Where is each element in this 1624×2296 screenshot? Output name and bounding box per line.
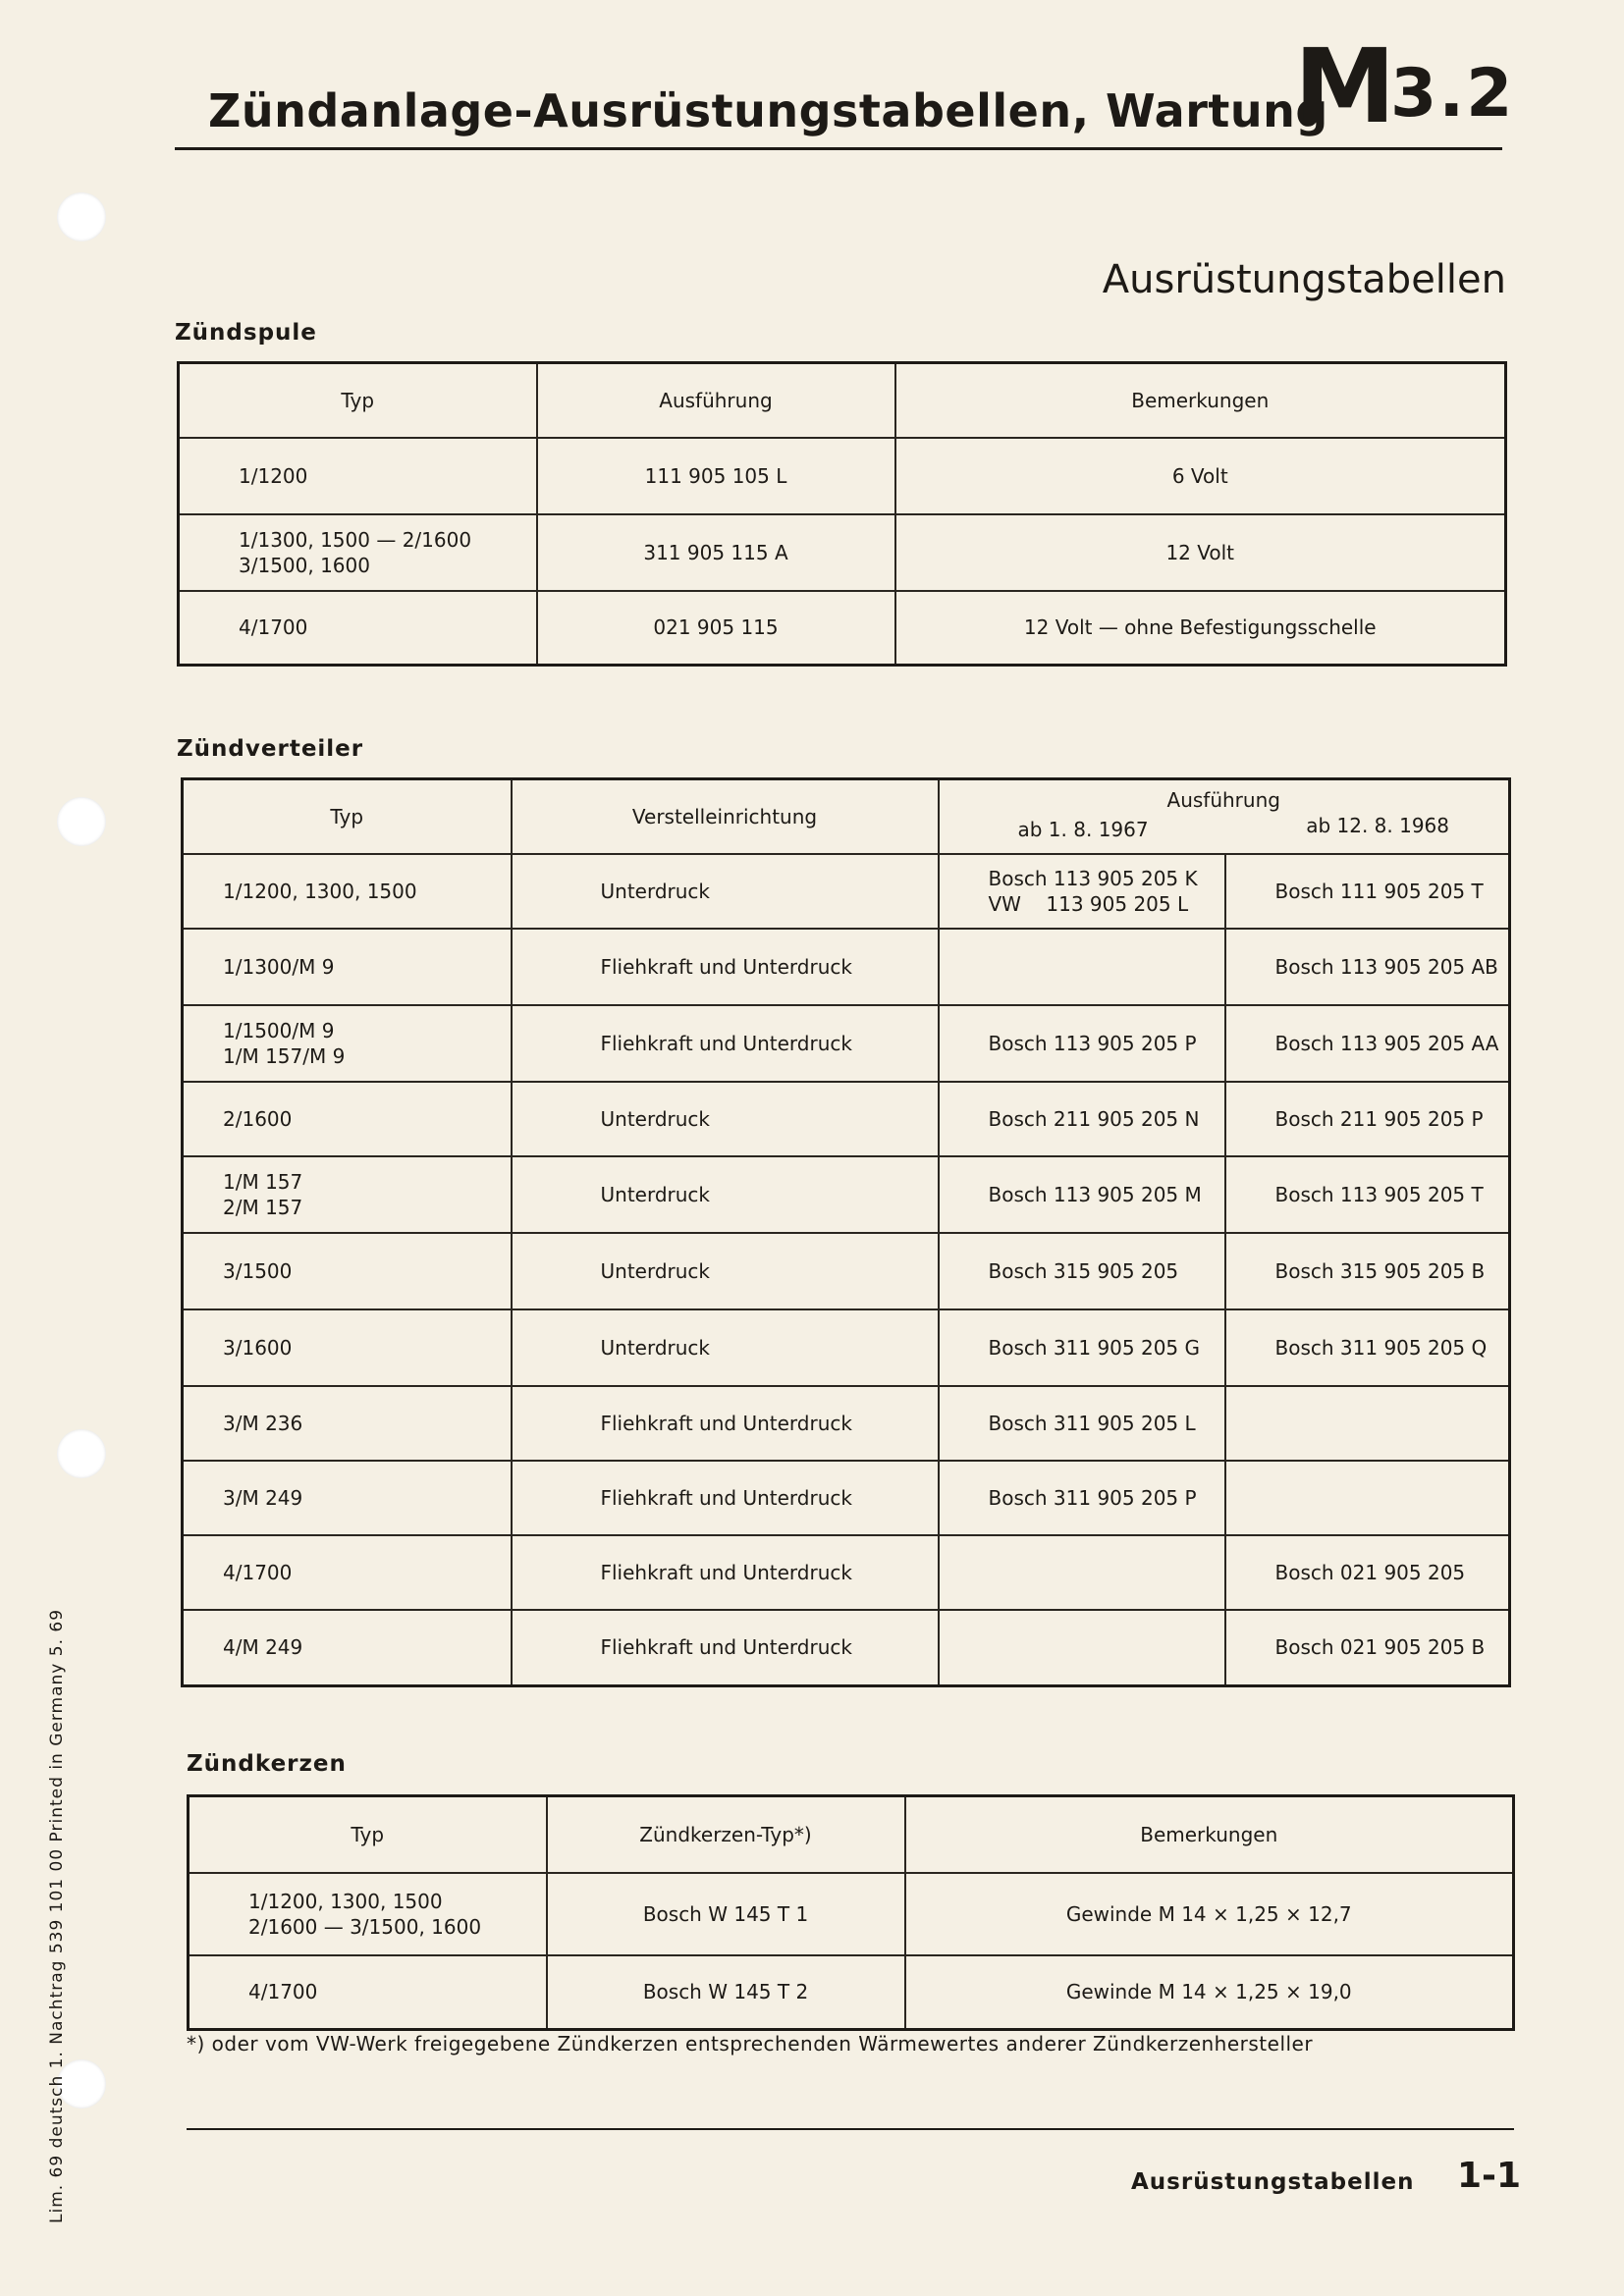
verstelleinrichtung-cell: Fliehkraft und Unterdruck xyxy=(512,1461,939,1535)
table-row xyxy=(183,1535,1510,1610)
column-header: Bemerkungen xyxy=(895,363,1506,438)
zuendverteiler-body xyxy=(183,854,1510,1686)
ausfuehrung-1967-cell xyxy=(939,1309,1225,1386)
ausfuehrung-cell: 111 905 105 L xyxy=(537,438,895,514)
ausfuehrung-1968-cell: Bosch 111 905 205 T xyxy=(1225,854,1510,929)
typ-cell xyxy=(183,929,512,1005)
table-row xyxy=(183,1610,1510,1686)
verstelleinrichtung-cell: Unterdruck xyxy=(512,1233,939,1309)
table-row xyxy=(183,1386,1510,1461)
part-number: Bosch 211 905 205 N xyxy=(988,1106,1200,1131)
chapter-code-letter: M xyxy=(1294,27,1396,146)
part-number: Bosch 311 905 205 G xyxy=(988,1335,1200,1360)
typ-line: 4/1700 xyxy=(223,1560,293,1584)
ausfuehrung-1967-cell xyxy=(939,1005,1225,1082)
typ-line: 3/1500 xyxy=(223,1258,293,1283)
zuendverteiler-heading: Zündverteiler xyxy=(177,736,364,762)
footer-rule xyxy=(187,2128,1514,2130)
typ-line: 1/1500/M 9 xyxy=(223,1018,335,1042)
typ-line: 1/1200, 1300, 1500 xyxy=(248,1889,443,1913)
ausfuehrung-1967-cell xyxy=(939,1386,1225,1461)
typ-cell xyxy=(183,1233,512,1309)
typ-cell xyxy=(183,854,512,929)
zuendkerzen-heading: Zündkerzen xyxy=(187,1751,347,1777)
typ-cell xyxy=(179,514,537,591)
part-number: Bosch 113 905 205 K xyxy=(988,866,1198,890)
bemerkungen-cell: Gewinde M 14 × 1,25 × 12,7 xyxy=(905,1873,1514,1955)
column-header: Ausführung xyxy=(537,363,895,438)
column-header: Typ xyxy=(183,779,512,854)
kerzen-typ-cell: Bosch W 145 T 2 xyxy=(547,1955,905,2030)
table-row xyxy=(179,438,1506,514)
bemerkungen-cell: 12 Volt — ohne Befestigungsschelle xyxy=(895,591,1506,666)
ausfuehrung-1968-cell: Bosch 113 905 205 AB xyxy=(1225,929,1510,1005)
typ-line: 2/1600 — 3/1500, 1600 xyxy=(248,1914,482,1939)
binder-hole xyxy=(57,192,106,241)
typ-line: 1/1200, 1300, 1500 xyxy=(223,879,417,903)
typ-cell xyxy=(183,1005,512,1082)
ausfuehrung-1968-cell: Bosch 211 905 205 P xyxy=(1225,1082,1510,1156)
typ-cell xyxy=(189,1955,547,2030)
ausfuehrung-cell: 021 905 115 xyxy=(537,591,895,666)
kerzen-typ-cell: Bosch W 145 T 1 xyxy=(547,1873,905,1955)
verstelleinrichtung-cell: Fliehkraft und Unterdruck xyxy=(512,1005,939,1082)
ausfuehrung-1967-cell xyxy=(939,1233,1225,1309)
ausfuehrung-1968-cell: Bosch 113 905 205 T xyxy=(1225,1156,1510,1233)
typ-line: 2/M 157 xyxy=(223,1195,303,1219)
typ-line: 1/M 157/M 9 xyxy=(223,1043,346,1068)
table-row xyxy=(183,854,1510,929)
ausfuehrung-header xyxy=(939,779,1510,854)
zuendverteiler-table xyxy=(181,777,1511,1687)
ausfuehrung-1967-cell xyxy=(939,854,1225,929)
part-number: Bosch 315 905 205 xyxy=(988,1258,1179,1283)
section-title: Ausrüstungstabellen xyxy=(1102,257,1506,302)
print-info: Lim. 69 deutsch 1. Nachtrag 539 101 00 Printed in Germany 5. 69 xyxy=(47,1608,67,2223)
ausfuehrung-1968-cell: Bosch 113 905 205 AA xyxy=(1225,1005,1510,1082)
zuendspule-table xyxy=(177,361,1507,667)
ausfuehrung-1968-cell: Bosch 315 905 205 B xyxy=(1225,1233,1510,1309)
page-number: 1-1 xyxy=(1457,2156,1522,2196)
typ-line: 3/M 236 xyxy=(223,1411,303,1435)
table-row xyxy=(183,1233,1510,1309)
ausfuehrung-1967-cell xyxy=(939,1535,1225,1610)
ausfuehrung-1968-cell xyxy=(1225,1461,1510,1535)
ausfuehrung-1967-cell xyxy=(939,1156,1225,1233)
typ-cell xyxy=(183,1309,512,1386)
bemerkungen-cell: Gewinde M 14 × 1,25 × 19,0 xyxy=(905,1955,1514,2030)
typ-cell xyxy=(183,1535,512,1610)
table-header-row xyxy=(189,1796,1514,1873)
typ-cell xyxy=(179,591,537,666)
typ-cell xyxy=(183,1610,512,1686)
ausfuehrung-1968-cell xyxy=(1225,1386,1510,1461)
ausfuehrung-1967-cell xyxy=(939,929,1225,1005)
verstelleinrichtung-cell: Fliehkraft und Unterdruck xyxy=(512,1535,939,1610)
verstelleinrichtung-cell: Fliehkraft und Unterdruck xyxy=(512,1610,939,1686)
typ-line: 1/1300/M 9 xyxy=(223,954,335,979)
table-row xyxy=(183,929,1510,1005)
ausfuehrung-1968-cell: Bosch 021 905 205 xyxy=(1225,1535,1510,1610)
table-header-row xyxy=(183,779,1510,854)
typ-line: 4/M 249 xyxy=(223,1635,303,1660)
ausfuehrung-1967-cell xyxy=(939,1461,1225,1535)
ausfuehrung-1967-cell xyxy=(939,1610,1225,1686)
typ-cell xyxy=(183,1461,512,1535)
typ-line: 3/M 249 xyxy=(223,1485,303,1510)
bemerkungen-cell: 6 Volt xyxy=(895,438,1506,514)
verstelleinrichtung-cell: Fliehkraft und Unterdruck xyxy=(512,1386,939,1461)
typ-cell xyxy=(183,1386,512,1461)
table-row xyxy=(179,514,1506,591)
column-subheader: ab 12. 8. 1968 xyxy=(1306,813,1449,837)
verstelleinrichtung-cell: Unterdruck xyxy=(512,1156,939,1233)
chapter-code-number: 3.2 xyxy=(1390,55,1515,133)
typ-cell xyxy=(183,1082,512,1156)
typ-line: 2/1600 xyxy=(223,1106,293,1131)
table-row xyxy=(183,1082,1510,1156)
typ-cell xyxy=(189,1873,547,1955)
column-subheader: ab 1. 8. 1967 xyxy=(1017,817,1149,841)
part-number: Bosch 113 905 205 M xyxy=(988,1182,1202,1206)
column-header: Bemerkungen xyxy=(905,1796,1514,1873)
column-header: Verstelleinrichtung xyxy=(512,779,939,854)
zuendspule-heading: Zündspule xyxy=(175,320,317,346)
verstelleinrichtung-cell: Fliehkraft und Unterdruck xyxy=(512,929,939,1005)
bemerkungen-cell: 12 Volt xyxy=(895,514,1506,591)
ausfuehrung-1968-cell: Bosch 021 905 205 B xyxy=(1225,1610,1510,1686)
column-header: Typ xyxy=(189,1796,547,1873)
verstelleinrichtung-cell: Unterdruck xyxy=(512,1082,939,1156)
typ-line: 3/1500, 1600 xyxy=(239,553,370,577)
typ-line: 1/1200 xyxy=(239,463,308,488)
column-header: Ausführung xyxy=(1166,787,1280,812)
ausfuehrung-cell: 311 905 115 A xyxy=(537,514,895,591)
part-number: VW 113 905 205 L xyxy=(988,891,1189,916)
table-row xyxy=(189,1955,1514,2030)
footer-label: Ausrüstungstabellen xyxy=(1131,2169,1415,2195)
table-row xyxy=(183,1156,1510,1233)
typ-cell xyxy=(183,1156,512,1233)
binder-hole xyxy=(57,797,106,846)
ausfuehrung-1967-cell xyxy=(939,1082,1225,1156)
typ-cell xyxy=(179,438,537,514)
table-header-row xyxy=(179,363,1506,438)
column-header: Typ xyxy=(179,363,537,438)
binder-hole xyxy=(57,1429,106,1478)
header-rule xyxy=(175,147,1502,150)
typ-line: 1/M 157 xyxy=(223,1169,303,1194)
table-row xyxy=(183,1461,1510,1535)
verstelleinrichtung-cell: Unterdruck xyxy=(512,854,939,929)
table-row xyxy=(189,1873,1514,1955)
verstelleinrichtung-cell: Unterdruck xyxy=(512,1309,939,1386)
part-number: Bosch 311 905 205 P xyxy=(988,1485,1197,1510)
typ-line: 4/1700 xyxy=(239,615,308,640)
typ-line: 3/1600 xyxy=(223,1335,293,1360)
typ-line: 4/1700 xyxy=(248,1980,318,2004)
part-number: Bosch 113 905 205 P xyxy=(988,1031,1197,1055)
table-row xyxy=(183,1005,1510,1082)
zuendkerzen-table xyxy=(187,1794,1515,2031)
ausfuehrung-1968-cell: Bosch 311 905 205 Q xyxy=(1225,1309,1510,1386)
part-number: Bosch 311 905 205 L xyxy=(988,1411,1196,1435)
page-title: Zündanlage-Ausrüstungstabellen, Wartung xyxy=(208,84,1328,137)
column-header: Zündkerzen-Typ*) xyxy=(547,1796,905,1873)
table-row xyxy=(179,591,1506,666)
footnote: *) oder vom VW-Werk freigegebene Zündkerzen entsprechenden Wärmewertes anderer Zündkerzenhersteller xyxy=(187,2032,1314,2056)
table-row xyxy=(183,1309,1510,1386)
typ-line: 1/1300, 1500 — 2/1600 xyxy=(239,527,472,552)
